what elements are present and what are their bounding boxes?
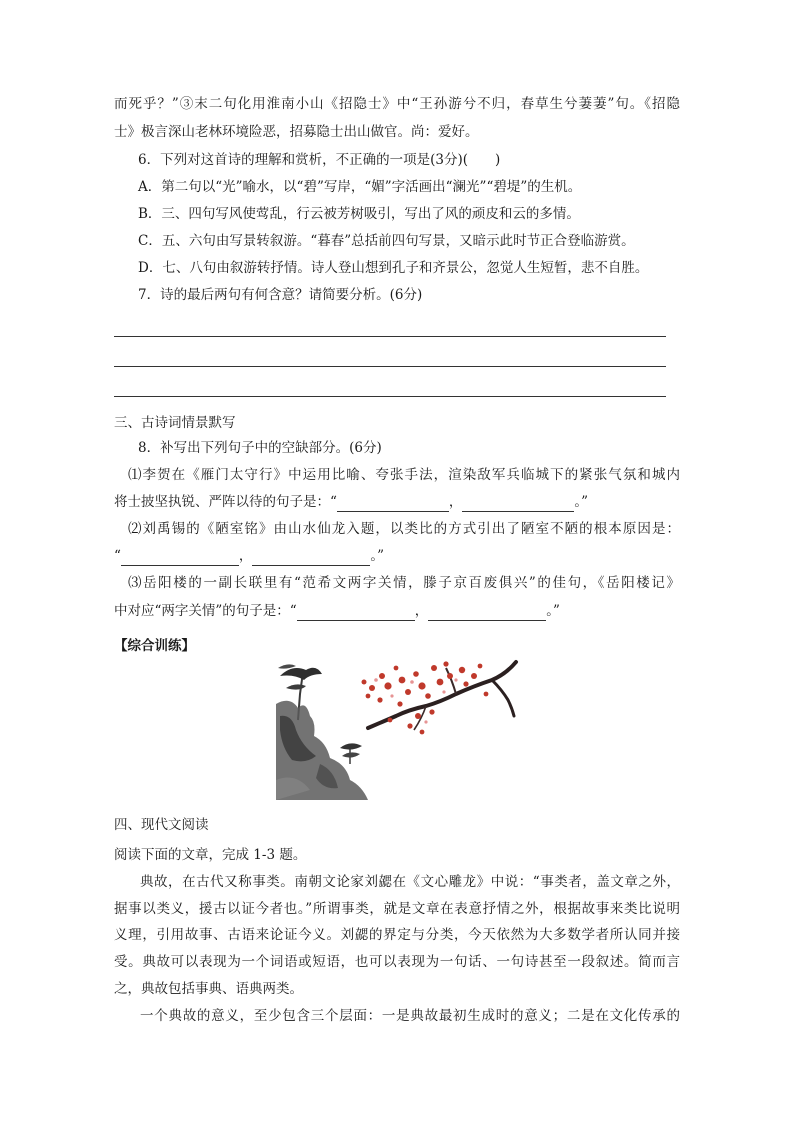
para1-line-2: 据事以类义，援古以证今者也。”所谓事类，就是文章在表意抒情之外，根据故事来类比说明 <box>114 901 680 917</box>
item-3-prompt: 中对应“两字关情”的句子是：“ <box>114 603 297 619</box>
intro-line-2: 士》极言深山老林环境险恶，招募隐士出山做官。尚：爱好。 <box>114 124 479 140</box>
item-1-prompt: 将士披坚执锐、严阵以待的句子是：“ <box>114 494 337 510</box>
blank-1b[interactable] <box>462 496 574 512</box>
para1-line-1: 典故，在古代又称事类。南朝文论家刘勰在《文心雕龙》中说：“事类者，盖文章之外， <box>140 874 680 890</box>
answer-line-1[interactable] <box>114 336 666 337</box>
comma: ， <box>238 548 253 564</box>
item-2-line-2 <box>114 546 384 566</box>
item-1-line-1: ⑴李贺在《雁门太守行》中运用比喻、夸张手法，渲染敌军兵临城下的紧张气氛和城内 <box>128 467 680 483</box>
option-b[interactable]: B．三、四句写风使莺乱，行云被芳树吸引，写出了风的顽皮和云的多情。 <box>138 206 580 222</box>
section-4-heading: 四、现代文阅读 <box>114 817 209 833</box>
reading-instruction: 阅读下面的文章，完成 1-3 题。 <box>114 847 307 863</box>
blank-3a[interactable] <box>297 605 415 621</box>
closing-quote: 。” <box>546 603 560 619</box>
closing-quote: 。” <box>370 548 385 564</box>
blank-1a[interactable] <box>337 496 449 512</box>
intro-line-1: 而死乎？”③末二句化用淮南小山《招隐士》中“王孙游兮不归，春草生兮萋萋”句。《招隐 <box>114 96 680 112</box>
comma: ， <box>414 603 429 619</box>
item-1-line-2 <box>114 492 588 512</box>
option-c[interactable]: C．五、六句由写景转叙游。“暮春”总括前四句写景，又暗示此时节正合登临游赏。 <box>138 233 635 249</box>
para1-line-3: 义理，引用故事、古语来论证今义。刘勰的界定与分类，今天依然为大多数学者所认同并接 <box>114 927 680 943</box>
section-3-heading: 三、古诗词情景默写 <box>114 415 236 431</box>
para1-line-5: 之，典故包括事典、语典两类。 <box>114 981 303 997</box>
small-pine-icon <box>340 743 362 764</box>
option-a[interactable]: A．第二句以“光”喻水，以“碧”写岸，“媚”字活画出“澜光”“碧堤”的生机。 <box>138 179 582 195</box>
blank-2a[interactable] <box>121 550 239 566</box>
cliff-rock-shape <box>276 701 368 800</box>
training-title: 【综合训练】 <box>114 638 195 654</box>
item-2-line-1: ⑵刘禹锡的《陋室铭》由山水仙龙入题，以类比的方式引出了陋室不陋的根本原因是： <box>128 521 680 537</box>
answer-line-2[interactable] <box>114 366 666 367</box>
blank-3b[interactable] <box>428 605 546 621</box>
question-7-stem: 7．诗的最后两句有何含意？请简要分析。(6分) <box>138 287 423 303</box>
plum-blossom-illustration <box>356 656 520 742</box>
item-2-prompt: “ <box>114 548 121 564</box>
para1-line-4: 受。典故可以表现为一个词语或短语，也可以表现为一句话、一句诗甚至一段叙述。简而言 <box>114 954 680 970</box>
answer-line-3[interactable] <box>114 396 666 397</box>
item-3-line-1: ⑶岳阳楼的一副长联里有“范希文两字关情，滕子京百废俱兴”的佳句，《岳阳楼记》 <box>128 575 680 591</box>
comma: ， <box>448 494 463 510</box>
para2-line-1: 一个典故的意义，至少包含三个层面：一是典故最初生成时的意义；二是在文化传承的 <box>140 1008 680 1024</box>
closing-quote: 。” <box>574 494 589 510</box>
option-d[interactable]: D．七、八句由叙游转抒情。诗人登山想到孔子和齐景公，忽觉人生短暂，悲不自胜。 <box>138 260 649 276</box>
item-3-line-2 <box>114 601 560 621</box>
blank-2b[interactable] <box>252 550 370 566</box>
question-8-stem: 8．补写出下列句子中的空缺部分。(6分) <box>138 440 382 456</box>
question-6-stem: 6．下列对这首诗的理解和赏析，不正确的一项是(3分)( ) <box>138 152 501 168</box>
